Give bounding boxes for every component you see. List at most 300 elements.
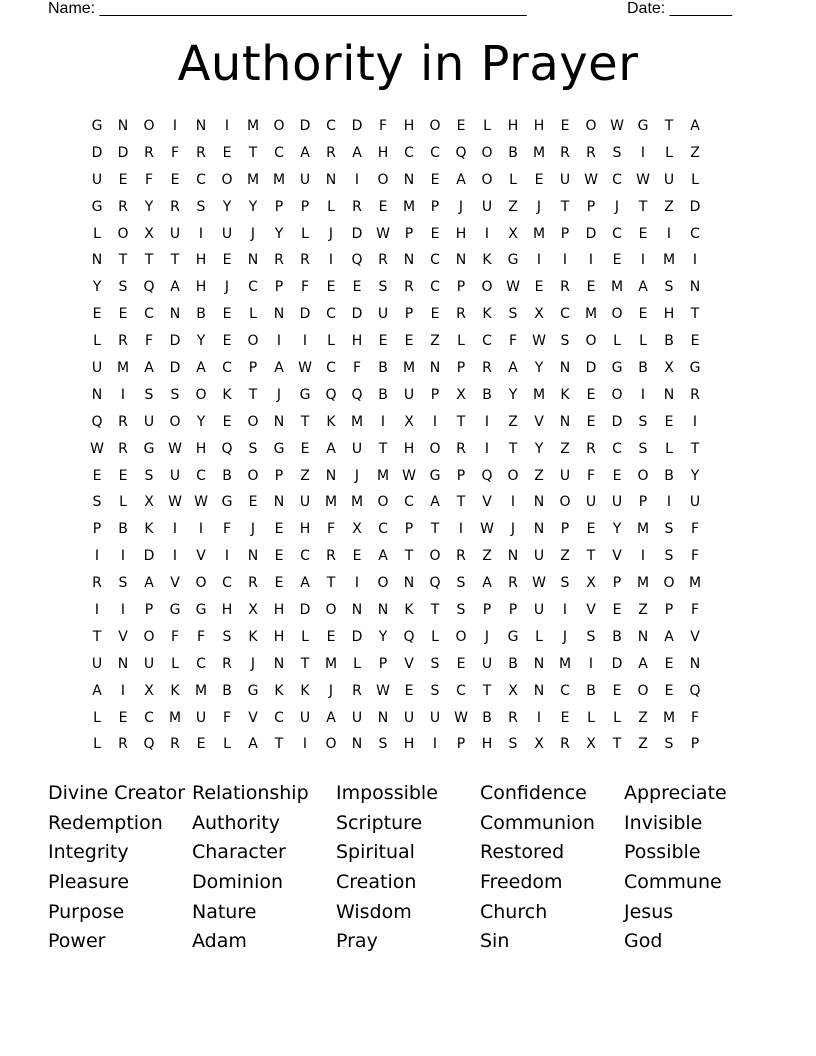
grid-letter: H	[351, 333, 363, 350]
grid-letter: L	[93, 736, 101, 753]
grid-letter: F	[586, 467, 596, 484]
grid-letter: U	[169, 225, 181, 242]
header	[48, 0, 748, 20]
grid-letter: O	[481, 144, 493, 161]
grid-letter: P	[456, 360, 466, 377]
grid-letter: L	[431, 628, 439, 645]
grid-letter: S	[144, 386, 154, 403]
grid-letter: Y	[612, 521, 622, 538]
grid-letter: G	[637, 118, 649, 134]
grid-letter: L	[613, 709, 621, 726]
grid-letter: C	[326, 118, 336, 134]
grid-letter: O	[663, 575, 675, 592]
word-list-item: Dominion	[192, 871, 284, 894]
grid-letter: F	[508, 333, 518, 350]
grid-letter: Q	[221, 440, 233, 457]
grid-letter: Q	[689, 682, 701, 699]
grid-letter: E	[92, 467, 102, 484]
grid-letter: A	[638, 279, 648, 296]
grid-letter: Q	[481, 467, 493, 484]
grid-letter: U	[585, 494, 597, 511]
grid-letter: I	[484, 225, 490, 242]
grid-letter: M	[402, 360, 416, 377]
grid-letter: I	[224, 118, 230, 134]
grid-letter: R	[352, 198, 362, 215]
grid-letter: M	[246, 171, 260, 188]
grid-letter: Z	[430, 333, 440, 350]
grid-letter: C	[430, 279, 440, 296]
grid-letter: U	[169, 467, 181, 484]
grid-letter: P	[456, 736, 466, 753]
grid-letter: X	[508, 682, 518, 699]
grid-letter: A	[430, 494, 440, 511]
grid-letter: O	[247, 467, 259, 484]
grid-letter: U	[351, 709, 363, 726]
grid-letter: R	[378, 252, 388, 269]
grid-letter: W	[194, 494, 208, 511]
grid-letter: S	[222, 628, 232, 645]
grid-letter: I	[536, 252, 542, 269]
grid-letter: J	[250, 655, 256, 672]
grid-letter: K	[222, 386, 232, 403]
grid-letter: B	[196, 306, 206, 323]
grid-letter: S	[664, 548, 674, 565]
grid-letter: Z	[560, 548, 570, 565]
grid-letter: D	[299, 118, 311, 134]
grid-letter: G	[507, 252, 519, 269]
grid-letter: E	[222, 306, 232, 323]
grid-letter: J	[250, 521, 256, 538]
grid-letter: I	[120, 682, 126, 699]
grid-letter: I	[120, 602, 126, 619]
grid-letter: Y	[690, 467, 700, 484]
grid-letter: R	[326, 144, 336, 161]
grid-letter: N	[247, 252, 259, 269]
grid-letter: P	[456, 279, 466, 296]
grid-letter: F	[690, 602, 700, 619]
grid-row	[84, 731, 708, 758]
grid-letter: L	[613, 333, 621, 350]
grid-letter: P	[560, 225, 570, 242]
grid-letter: B	[482, 386, 492, 403]
grid-letter: B	[586, 682, 596, 699]
grid-letter: L	[171, 655, 179, 672]
grid-letter: A	[144, 575, 154, 592]
grid-letter: T	[690, 306, 700, 323]
grid-letter: I	[172, 548, 178, 565]
word-list-item: Commune	[624, 871, 722, 894]
grid-letter: P	[404, 225, 414, 242]
grid-letter: B	[664, 467, 674, 484]
grid-letter: I	[666, 225, 672, 242]
grid-letter: E	[456, 655, 466, 672]
grid-letter: P	[508, 602, 518, 619]
grid-letter: T	[248, 386, 258, 403]
grid-letter: F	[144, 171, 154, 188]
grid-letter: D	[351, 118, 363, 134]
grid-letter: O	[169, 413, 181, 430]
grid-letter: L	[301, 225, 309, 242]
grid-letter: W	[610, 118, 624, 134]
grid-letter: I	[328, 252, 334, 269]
page-title: Authority in Prayer	[177, 36, 639, 92]
grid-letter: R	[508, 575, 518, 592]
grid-letter: E	[222, 252, 232, 269]
grid-letter: B	[638, 360, 648, 377]
grid-letter: T	[118, 252, 128, 269]
grid-row	[84, 409, 708, 436]
grid-letter: Q	[143, 279, 155, 296]
grid-letter: J	[328, 682, 334, 699]
grid-letter: K	[300, 682, 310, 699]
grid-letter: F	[326, 521, 336, 538]
grid-letter: S	[508, 736, 518, 753]
grid-letter: F	[222, 709, 232, 726]
word-list-item: Authority	[192, 811, 280, 834]
grid-letter: T	[456, 494, 466, 511]
grid-letter: L	[223, 736, 231, 753]
grid-letter: I	[354, 575, 360, 592]
grid-letter: W	[376, 225, 390, 242]
grid-row	[84, 274, 708, 301]
grid-letter: J	[276, 386, 282, 403]
grid-letter: N	[91, 252, 103, 269]
grid-letter: P	[586, 198, 596, 215]
grid-letter: H	[663, 306, 675, 323]
grid-letter: V	[196, 548, 206, 565]
grid-letter: D	[351, 306, 363, 323]
word-list-item: Divine Creator	[48, 782, 186, 804]
grid-letter: K	[274, 682, 284, 699]
grid-letter: I	[302, 736, 308, 753]
grid-letter: W	[402, 467, 416, 484]
grid-letter: Z	[690, 144, 700, 161]
grid-letter: T	[170, 252, 180, 269]
grid-letter: R	[508, 709, 518, 726]
grid-letter: P	[248, 360, 258, 377]
grid-letter: E	[378, 333, 388, 350]
grid-letter: H	[403, 440, 415, 457]
grid-letter: C	[196, 171, 206, 188]
grid-letter: O	[273, 118, 285, 134]
grid-letter: Z	[638, 736, 648, 753]
grid-letter: O	[143, 118, 155, 134]
grid-letter: E	[326, 628, 336, 645]
grid-letter: P	[664, 602, 674, 619]
grid-letter: O	[247, 413, 259, 430]
grid-letter: W	[532, 333, 546, 350]
grid-letter: N	[533, 655, 545, 672]
grid-letter: A	[456, 171, 466, 188]
grid-letter: I	[198, 225, 204, 242]
grid-letter: G	[195, 602, 207, 619]
grid-letter: W	[90, 440, 104, 457]
grid-letter: I	[692, 413, 698, 430]
word-list-item: Possible	[624, 841, 701, 864]
grid-letter: C	[196, 655, 206, 672]
grid-letter: C	[222, 575, 232, 592]
grid-letter: T	[248, 144, 258, 161]
grid-row	[84, 247, 708, 274]
grid-letter: G	[169, 602, 181, 619]
grid-letter: N	[533, 682, 545, 699]
grid-letter: T	[430, 521, 440, 538]
grid-letter: O	[455, 628, 467, 645]
date-field-line: Date: _______	[627, 0, 732, 17]
grid-letter: S	[456, 602, 466, 619]
grid-letter: E	[612, 467, 622, 484]
grid-letter: T	[508, 440, 518, 457]
grid-letter: C	[196, 467, 206, 484]
grid-letter: H	[273, 602, 285, 619]
grid-letter: E	[690, 333, 700, 350]
grid-letter: A	[326, 440, 336, 457]
grid-letter: R	[118, 736, 128, 753]
grid-letter: I	[198, 521, 204, 538]
grid-letter: W	[168, 494, 182, 511]
grid-letter: C	[690, 225, 700, 242]
grid-letter: P	[456, 467, 466, 484]
grid-letter: U	[663, 171, 675, 188]
grid-letter: O	[481, 171, 493, 188]
grid-letter: S	[196, 198, 206, 215]
grid-letter: S	[456, 575, 466, 592]
grid-letter: Y	[196, 413, 206, 430]
grid-letter: A	[274, 360, 284, 377]
grid-letter: I	[640, 144, 646, 161]
grid-letter: N	[351, 602, 363, 619]
grid-letter: G	[91, 118, 103, 134]
grid-letter: R	[326, 548, 336, 565]
grid-letter: G	[689, 360, 701, 377]
grid-letter: C	[560, 306, 570, 323]
grid-letter: E	[378, 198, 388, 215]
grid-letter: A	[248, 736, 258, 753]
grid-letter: E	[352, 548, 362, 565]
grid-letter: O	[247, 333, 259, 350]
grid-letter: V	[690, 628, 700, 645]
grid-letter: I	[458, 521, 464, 538]
grid-letter: I	[588, 252, 594, 269]
grid-letter: S	[664, 521, 674, 538]
grid-letter: G	[429, 467, 441, 484]
word-list-item: Spiritual	[336, 841, 415, 864]
grid-letter: L	[639, 333, 647, 350]
grid-letter: P	[144, 602, 154, 619]
grid-letter: V	[170, 575, 180, 592]
grid-letter: O	[585, 118, 597, 134]
grid-letter: E	[664, 655, 674, 672]
grid-letter: N	[247, 548, 259, 565]
grid-letter: M	[246, 118, 260, 134]
grid-letter: L	[93, 709, 101, 726]
grid-letter: M	[532, 225, 546, 242]
grid-letter: T	[92, 628, 102, 645]
grid-letter: J	[250, 225, 256, 242]
grid-letter: U	[91, 360, 103, 377]
grid-letter: I	[172, 521, 178, 538]
grid-letter: A	[300, 575, 310, 592]
grid-letter: T	[482, 682, 492, 699]
grid-letter: N	[689, 279, 701, 296]
grid-letter: H	[195, 440, 207, 457]
grid-letter: N	[403, 575, 415, 592]
grid-letter: T	[690, 440, 700, 457]
grid-letter: U	[533, 548, 545, 565]
grid-letter: N	[377, 602, 389, 619]
grid-letter: D	[689, 198, 701, 215]
word-list-item: Scripture	[336, 811, 423, 834]
grid-letter: G	[273, 440, 285, 457]
grid-letter: R	[118, 413, 128, 430]
grid-letter: R	[196, 144, 206, 161]
grid-letter: Q	[403, 628, 415, 645]
grid-letter: F	[300, 279, 310, 296]
grid-letter: O	[377, 494, 389, 511]
grid-letter: N	[533, 521, 545, 538]
grid-letter: H	[377, 144, 389, 161]
grid-letter: D	[117, 144, 129, 161]
grid-letter: N	[429, 360, 441, 377]
grid-letter: G	[299, 386, 311, 403]
grid-letter: J	[510, 521, 516, 538]
grid-letter: L	[665, 144, 673, 161]
grid-letter: L	[353, 655, 361, 672]
grid-row	[84, 140, 708, 167]
grid-letter: Q	[143, 736, 155, 753]
grid-letter: T	[430, 602, 440, 619]
grid-letter: X	[456, 386, 466, 403]
grid-letter: F	[690, 709, 700, 726]
grid-letter: N	[273, 494, 285, 511]
grid-letter: U	[377, 306, 389, 323]
grid-letter: A	[638, 655, 648, 672]
grid-letter: E	[586, 386, 596, 403]
grid-letter: H	[195, 279, 207, 296]
grid-letter: S	[664, 736, 674, 753]
grid-letter: Q	[325, 386, 337, 403]
grid-letter: T	[144, 252, 154, 269]
grid-row	[84, 651, 708, 678]
grid-letter: N	[91, 386, 103, 403]
grid-letter: W	[454, 709, 468, 726]
grid-letter: N	[325, 467, 337, 484]
grid-letter: H	[533, 118, 545, 134]
grid-letter: S	[92, 494, 102, 511]
grid-letter: V	[404, 655, 414, 672]
grid-letter: P	[274, 467, 284, 484]
grid-letter: E	[248, 494, 258, 511]
grid-letter: I	[666, 494, 672, 511]
grid-letter: P	[690, 736, 700, 753]
grid-letter: Q	[351, 386, 363, 403]
grid-letter: N	[455, 252, 467, 269]
grid-letter: Y	[534, 360, 544, 377]
grid-letter: E	[586, 413, 596, 430]
grid-letter: E	[638, 306, 648, 323]
grid-letter: A	[144, 360, 154, 377]
grid-letter: N	[117, 655, 129, 672]
grid-letter: T	[638, 198, 648, 215]
grid-letter: C	[612, 440, 622, 457]
grid-letter: N	[351, 736, 363, 753]
grid-letter: I	[484, 440, 490, 457]
grid-letter: H	[481, 736, 493, 753]
grid-row	[84, 597, 708, 624]
grid-letter: D	[91, 144, 103, 161]
grid-letter: P	[430, 386, 440, 403]
grid-letter: Q	[91, 413, 103, 430]
grid-letter: Z	[638, 709, 648, 726]
grid-letter: O	[611, 306, 623, 323]
grid-letter: D	[169, 360, 181, 377]
grid-letter: R	[170, 198, 180, 215]
grid-letter: F	[690, 548, 700, 565]
grid-letter: T	[326, 575, 336, 592]
grid-row	[84, 516, 708, 543]
grid-letter: C	[274, 144, 284, 161]
grid-letter: D	[299, 306, 311, 323]
grid-letter: E	[170, 171, 180, 188]
grid-letter: X	[248, 602, 258, 619]
grid-letter: D	[143, 548, 155, 565]
grid-letter: G	[507, 628, 519, 645]
grid-letter: R	[404, 279, 414, 296]
grid-letter: T	[456, 413, 466, 430]
grid-letter: E	[352, 279, 362, 296]
grid-letter: Z	[560, 440, 570, 457]
grid-letter: E	[430, 171, 440, 188]
grid-letter: E	[534, 279, 544, 296]
grid-letter: Y	[534, 440, 544, 457]
grid-letter: N	[559, 360, 571, 377]
grid-letter: E	[612, 602, 622, 619]
grid-letter: E	[118, 467, 128, 484]
grid-letter: I	[692, 252, 698, 269]
grid-letter: O	[637, 467, 649, 484]
word-list-item: Freedom	[480, 871, 563, 894]
grid-row	[84, 167, 708, 194]
grid-letter: S	[664, 279, 674, 296]
grid-letter: V	[118, 628, 128, 645]
grid-letter: T	[274, 736, 284, 753]
word-list-item: Creation	[336, 871, 417, 894]
grid-row	[84, 570, 708, 597]
grid-letter: C	[326, 306, 336, 323]
grid-letter: N	[507, 548, 519, 565]
grid-letter: E	[456, 118, 466, 134]
grid-letter: E	[586, 279, 596, 296]
grid-letter: P	[560, 521, 570, 538]
word-list-item: Confidence	[480, 782, 587, 804]
grid-letter: C	[430, 144, 440, 161]
grid-letter: M	[168, 709, 182, 726]
grid-letter: R	[586, 144, 596, 161]
grid-letter: H	[403, 736, 415, 753]
grid-letter: R	[560, 736, 570, 753]
grid-letter: A	[690, 118, 700, 134]
grid-letter: Z	[638, 602, 648, 619]
grid-letter: M	[636, 575, 650, 592]
grid-letter: L	[457, 333, 465, 350]
grid-letter: T	[300, 655, 310, 672]
word-list-item: Nature	[192, 900, 257, 923]
grid-letter: K	[248, 628, 258, 645]
grid-letter: P	[378, 655, 388, 672]
grid-letter: U	[403, 709, 415, 726]
grid-letter: I	[432, 736, 438, 753]
grid-letter: I	[94, 602, 100, 619]
